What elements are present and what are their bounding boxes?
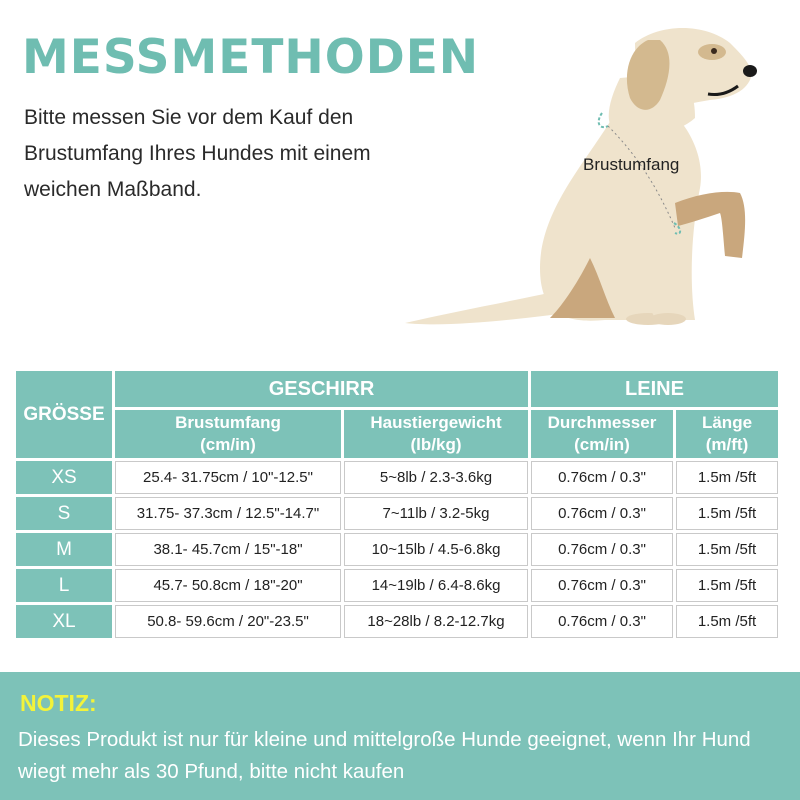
note-banner <box>0 672 800 800</box>
size-header: GRÖSSE <box>16 371 112 458</box>
length-cell: 1.5m /5ft <box>676 569 778 602</box>
weight-cell: 5~8lb / 2.3-3.6kg <box>344 461 528 494</box>
size-cell: XL <box>16 605 112 638</box>
dog-nose <box>743 65 757 77</box>
diameter-column-name: Durchmesser <box>547 413 657 432</box>
table-row <box>16 605 778 638</box>
diameter-cell: 0.76cm / 0.3" <box>531 533 673 566</box>
size-cell: L <box>16 569 112 602</box>
harness-group-header: GESCHIRR <box>115 371 528 407</box>
chest-cell: 50.8- 59.6cm / 20"-23.5" <box>115 605 341 638</box>
note-text: Dieses Produkt ist nur für kleine und mittelgroße Hunde geeignet, wenn Ihr Hund wiegt mehr als 30 Pfund, bitte nicht kaufen <box>18 728 751 783</box>
chest-column-unit: (cm/in) <box>200 435 256 454</box>
table-row <box>16 461 778 494</box>
chest-measure-label: Brustumfang <box>583 155 680 174</box>
length-column-name: Länge <box>701 413 753 432</box>
length-cell: 1.5m /5ft <box>676 533 778 566</box>
chest-cell: 38.1- 45.7cm / 15"-18" <box>115 533 341 566</box>
chest-column-name: Brustumfang <box>175 413 281 432</box>
weight-cell: 7~11lb / 3.2-5kg <box>344 497 528 530</box>
weight-cell: 10~15lb / 4.5-6.8kg <box>344 533 528 566</box>
diameter-column-unit: (cm/in) <box>574 435 630 454</box>
dog-eye <box>711 48 717 54</box>
length-column-header <box>676 410 778 458</box>
dog-front-leg <box>652 198 674 320</box>
diameter-cell: 0.76cm / 0.3" <box>531 605 673 638</box>
diameter-cell: 0.76cm / 0.3" <box>531 569 673 602</box>
weight-column-name: Haustiergewicht <box>370 413 502 432</box>
length-cell: 1.5m /5ft <box>676 461 778 494</box>
length-cell: 1.5m /5ft <box>676 605 778 638</box>
chest-column-header <box>115 410 341 458</box>
diameter-cell: 0.76cm / 0.3" <box>531 497 673 530</box>
weight-cell: 14~19lb / 6.4-8.6kg <box>344 569 528 602</box>
weight-cell: 18~28lb / 8.2-12.7kg <box>344 605 528 638</box>
measure-arrow-top <box>599 113 608 127</box>
leash-group-header: LEINE <box>531 371 778 407</box>
length-cell: 1.5m /5ft <box>676 497 778 530</box>
size-cell: XS <box>16 461 112 494</box>
chest-cell: 25.4- 31.75cm / 10"-12.5" <box>115 461 341 494</box>
diameter-column-header <box>531 410 673 458</box>
page-title: MESSMETHODEN <box>22 30 480 85</box>
chest-cell: 31.75- 37.3cm / 12.5"-14.7" <box>115 497 341 530</box>
weight-column-unit: (lb/kg) <box>410 435 462 454</box>
dog-front-paw <box>650 313 686 325</box>
chest-cell: 45.7- 50.8cm / 18"-20" <box>115 569 341 602</box>
size-cell: M <box>16 533 112 566</box>
weight-column-header <box>344 410 528 458</box>
note-label: NOTIZ: <box>20 690 97 716</box>
table-row <box>16 533 778 566</box>
diameter-cell: 0.76cm / 0.3" <box>531 461 673 494</box>
dog-illustration <box>390 18 790 338</box>
table-row <box>16 497 778 530</box>
intro-text: Bitte messen Sie vor dem Kauf den Brustumfang Ihres Hundes mit einem weichen Maßband. <box>24 106 371 201</box>
size-cell: S <box>16 497 112 530</box>
size-table <box>13 368 781 641</box>
length-column-unit: (m/ft) <box>705 435 749 454</box>
table-row <box>16 569 778 602</box>
